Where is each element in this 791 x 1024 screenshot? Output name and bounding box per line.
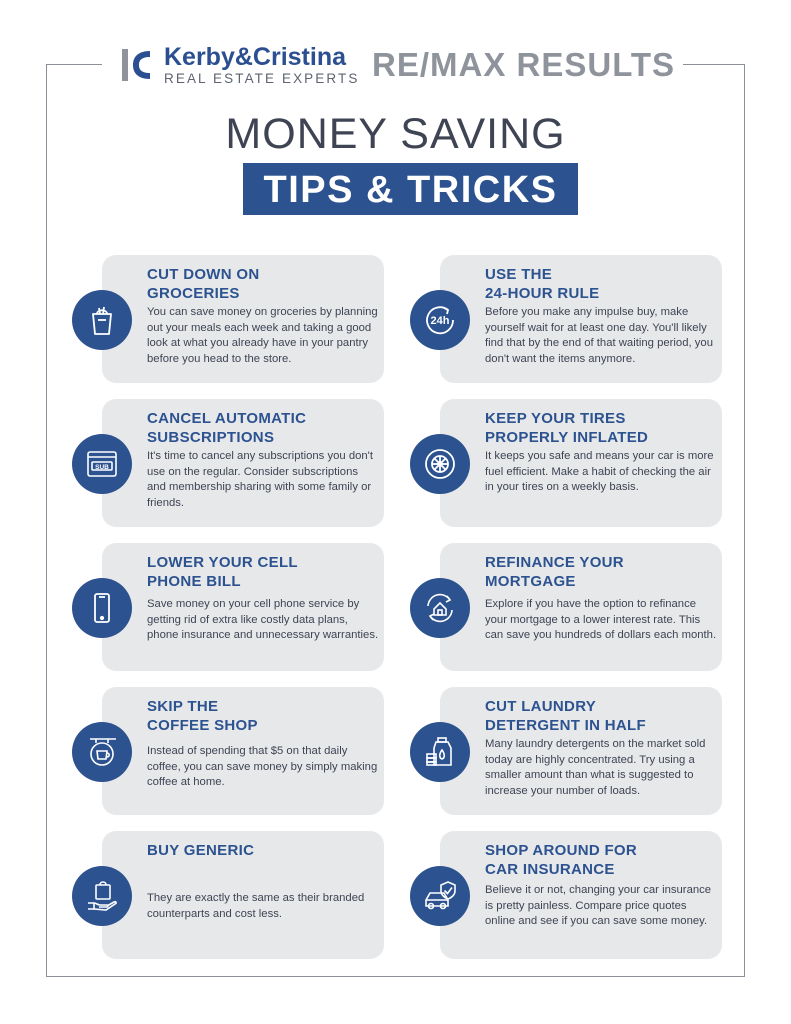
page-title: MONEY SAVING xyxy=(225,110,566,158)
cell-phone-icon xyxy=(72,578,132,638)
brand-name: Kerby&Cristina xyxy=(164,43,346,71)
page-subtitle: TIPS & TRICKS xyxy=(263,169,558,211)
tip-heading: CUT LAUNDRY DETERGENT IN HALF xyxy=(485,698,646,734)
coffee-sign-icon xyxy=(72,722,132,782)
frame-top-right-rule xyxy=(683,64,745,65)
svg-text:24h: 24h xyxy=(430,315,450,327)
tip-body: You can save money on groceries by planning out your meals each week and taking a good look at what you already have in your pantry before you head to the store. xyxy=(147,306,378,365)
24h-clock-icon xyxy=(410,290,470,350)
tip-body: Explore if you have the option to refinance your mortgage to a lower interest rate. This can save you hundreds of dollars each month. xyxy=(485,598,717,641)
tip-heading: CUT DOWN ON GROCERIES xyxy=(147,266,260,302)
tip-body: Before you make any impulse buy, make yourself wait for at least one day. You'll likely find that by the end of that waiting period, you don't want the items anymore. xyxy=(485,306,713,365)
title-banner xyxy=(243,163,578,215)
tip-body: Believe it or not, changing your car insurance is pretty painless. Compare price quotes online and see if you can save some money. xyxy=(485,884,712,927)
header xyxy=(110,40,680,90)
tip-body: It's time to cancel any subscriptions you don't use on the regular. Consider subscriptions and membership sharing with some family or friends. xyxy=(147,450,373,509)
tip-heading: SHOP AROUND FOR CAR INSURANCE xyxy=(485,842,638,878)
kc-logo-icon xyxy=(120,47,154,83)
tip-heading: USE THE 24-HOUR RULE xyxy=(485,266,600,302)
tip-body: Save money on your cell phone service by getting rid of extra like costly data plans, phone insurance and unnecessary warranties. xyxy=(147,598,379,641)
frame-top-left-rule xyxy=(46,64,102,65)
house-refresh-icon xyxy=(410,578,470,638)
grocery-bag-icon xyxy=(72,290,132,350)
tip-body: They are exactly the same as their branded counterparts and cost less. xyxy=(147,892,365,920)
brand-tagline: REAL ESTATE EXPERTS xyxy=(164,71,360,86)
tip-heading: BUY GENERIC xyxy=(147,842,255,859)
tip-heading: LOWER YOUR CELL PHONE BILL xyxy=(147,554,298,590)
detergent-bottle-icon xyxy=(410,722,470,782)
tip-body: Many laundry detergents on the market sold today are highly concentrated. Try using a smaller amount than what is suggested to increase your number of loads. xyxy=(485,738,706,797)
tip-body: Instead of spending that $5 on that daily coffee, you can save money by simply making coffee at home. xyxy=(147,745,378,788)
tire-icon xyxy=(410,434,470,494)
tip-heading: REFINANCE YOUR MORTGAGE xyxy=(485,554,624,590)
svg-text:SUB: SUB xyxy=(95,464,109,471)
partner-brand: RE/MAX RESULTS xyxy=(372,46,676,83)
tip-heading: CANCEL AUTOMATIC SUBSCRIPTIONS xyxy=(147,410,307,446)
tip-heading: KEEP YOUR TIRES PROPERLY INFLATED xyxy=(485,410,649,446)
tip-body: It keeps you safe and means your car is more fuel efficient. Make a habit of checking the air in your tires on a weekly basis. xyxy=(485,450,714,493)
tip-heading: SKIP THE COFFEE SHOP xyxy=(147,698,258,734)
subscription-window-icon xyxy=(72,434,132,494)
car-shield-icon xyxy=(410,866,470,926)
shopping-bag-hand-icon xyxy=(72,866,132,926)
